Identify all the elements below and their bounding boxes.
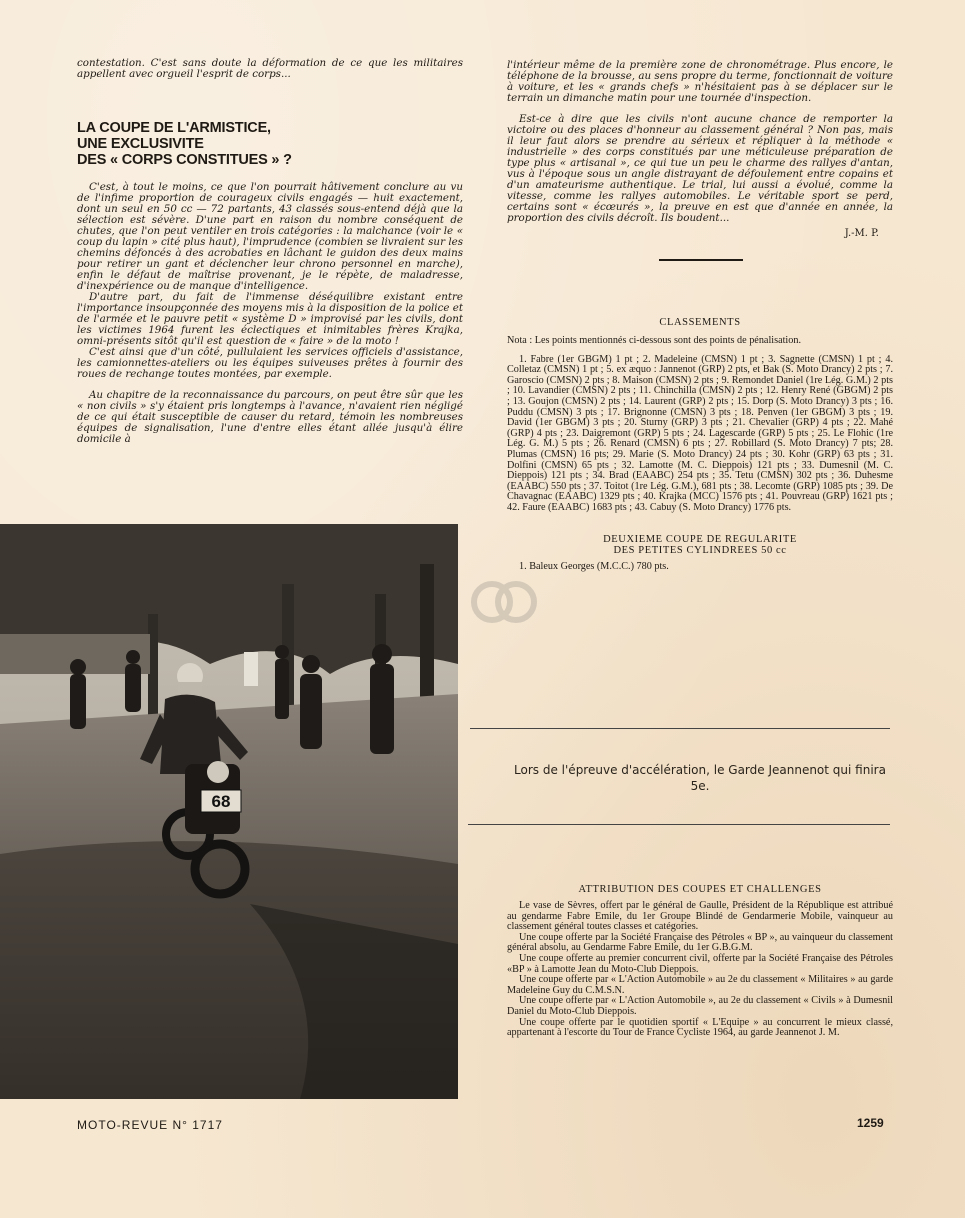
body-paragraph: C'est, à tout le moins, ce que l'on pourrait hâtivement conclure au vu de l'infime proportion de courageux civils engagés — huit exactement, dont un seul en 50 cc — 72 partants, 43 classés sous-entend déjà que la sélection est sévère. D'une part en raison du nombre conséquent de chutes, que l'on peut ventiler en trois catégories : la malchance (voir le « coup du lapin » cité plus haut), l'imprudence (combien se livraient sur les chemins défoncés à des acrobaties en lâchant le guidon des deux mains pour retirer un gant et déclencher leur chrono personnel en marche), enfin le défaut de maîtrise provenant, je le répète, de maladresse, d'inexpérience ou de manque d'intelligence. xyxy=(77,181,463,292)
heading-line: LA COUPE DE L'ARMISTICE, xyxy=(77,120,271,136)
body-paragraph: Au chapitre de la reconnaissance du parcours, on peut être sûr que les « non civils » s'y étaient pris longtemps à l'avance, n'avaient rien négligé de ce qui était susceptible de causer du retard, témoin les nombreuses équipes de signalisation, l'une d'entre elles étant allée jusqu'à élire domicile à xyxy=(77,389,463,445)
body-paragraph: Est-ce à dire que les civils n'ont aucune chance de remporter la victoire ou des places d'honneur au classement général ? Non pas, mais il leur faut alors se prendre au sérieux et répliquer à la méthode « industrielle » des corps constitués par une méticuleuse préparation de type plus « artisanal », ce qui tue un peu le charme des rallyes d'antan, vus à l'époque sous un angle distrayant de défoulement entre copains et d'un amateurisme authentique. Le trial, lui aussi a évolué, comme la vitesse, comme les rallyes automobiles. Le véritable sport se perd, certains sont « écœurés », la preuve en est que d'année en année, la proportion des civils décroît. Ils boudent... xyxy=(507,113,893,224)
watermark-logo xyxy=(470,572,540,632)
left-column xyxy=(77,58,463,445)
attribution-paragraph: Le vase de Sèvres, offert par le général de Gaulle, Président de la République est attribué au gendarme Fabre Emile, du 1er Groupe Blindé de Gendarmerie Mobile, vainqueur au classement général toutes classes et catégories. xyxy=(507,900,893,933)
article-heading xyxy=(77,120,463,168)
results-text: 1. Fabre (1er GBGM) 1 pt ; 2. Madeleine (CMSN) 1 pt ; 3. Sagnette (CMSN) 1 pt ; 4. Colletaz (CMSN) 1 pt ; 5. ex æquo : Jannenot (GRP) 2 pts, et Bak (S. Moto Drancy) 2 pts ; 7. Garoscio (CMSN) 2 pts ; 8. Maison (CMSN) 2 pts ; 9. Remondet Daniel (1re Lég. G.M.) 2 pts ; 10. Lavandier (CMSN) 2 pts ; 11. Chinchilla (CMSN) 2 pts ; 12. Henry René (GBGM) 2 pts ; 13. Goujon (CMSN) 2 pts ; 14. Laurent (GRP) 2 pts ; 15. Dorp (S. Moto Drancy) 3 pts ; 16. Puddu (CMSN) 3 pts ; 17. Brignonne (CMSN) 3 pts ; 18. Penven (1er GBGM) 3 pts ; 19. David (1er GBGM) 3 pts ; 20. Sturny (GRP) 3 pts ; 21. Chevalier (GRP) 4 pts ; 22. Mahé (GRP) 4 pts ; 23. Daigremont (GRP) 5 pts ; 24. Lagescarde (GRP) 5 pts ; 25. Le Flohic (1re Lég. G. M.) 5 pts ; 26. Renard (CMSN) 6 pts ; 27. Robillard (S. Moto Drancy) 7 pts; 28. Plumas (CMSN) 16 pts; 29. Marie (S. Moto Drancy) 24 pts ; 30. Kohr (GRP) 63 pts ; 31. Dolfini (CMSN) 65 pts ; 32. Lamotte (M. C. Dieppois) 121 pts ; 33. Dumesnil (M. C. Dieppois) 121 pts ; 34. Brad (EAABC) 254 pts ; 35. Tetu (CMSN) 302 pts ; 36. Duhesme (EAABC) 550 pts ; 37. Toitot (1re Lég. G.M.), 681 pts ; 38. Lecomte (GRP) 1085 pts ; 39. De Chavagnac (EAABC) 1329 pts ; 40. Krajka (MCC) 1576 pts ; 41. Pouvreau (GRP) 1621 pts ; 42. Faure (EAABC) 1683 pts ; 43. Cabuy (S. Moto Drancy) 1776 pts. xyxy=(507,353,893,513)
attribution-body xyxy=(507,901,893,1039)
body-paragraph: l'intérieur même de la première zone de chronométrage. Plus encore, le téléphone de la brousse, au sens propre du terme, fonctionnait de voiture à voiture, et les « grands chefs » n'hésitaient pas à se déplacer sur le terrain un dimanche matin pour une tournée d'inspection. xyxy=(507,59,893,104)
petites-cylindrees-title xyxy=(507,534,893,556)
petites-title-line: DES PETITES CYLINDREES 50 cc xyxy=(613,544,787,556)
caption-rule-bottom xyxy=(468,824,890,825)
attribution-paragraph: Une coupe offerte au premier concurrent civil, offerte par la Société Française des Pétroles «BP » à Lamotte Jean du Moto-Club Dieppois. xyxy=(507,952,893,975)
left-intro xyxy=(77,58,463,80)
heading-line: DES « CORPS CONSTITUES » ? xyxy=(77,152,292,168)
right-column xyxy=(507,60,893,572)
body-paragraph: D'autre part, du fait de l'immense déséquilibre existant entre l'importance insoupçonnée des moyens mis à la disposition de la police et de l'armée et le pauvre petit « système D » improvisé par les civils, dont les victimes 1964 furent les éclectiques et inimitables frères Krajka, omni-présents sitôt qu'il est question de « faire » de la moto ! xyxy=(77,291,463,347)
attribution-paragraph: Une coupe offerte par « L'Action Automobile » au 2e du classement « Militaires » au garde Madeleine Guy du C.M.S.N. xyxy=(507,974,893,996)
page-number: 1259 xyxy=(857,1116,884,1130)
number-plate: 68 xyxy=(211,792,231,811)
petites-result xyxy=(507,562,893,573)
attribution-paragraph: Une coupe offerte par « L'Action Automobile », au 2e du classement « Civils » à Dumesnil Daniel du Moto-Club Dieppois. xyxy=(507,995,893,1017)
classements-results xyxy=(507,355,893,514)
caption-rule-top xyxy=(470,728,890,729)
intro-paragraph: contestation. C'est sans doute la déformation de ce que les militaires appellent avec orgueil l'esprit de corps... xyxy=(77,57,463,80)
motorcycle-photo-illustration xyxy=(0,524,458,1099)
attribution-paragraph: Une coupe offerte par le quotidien sportif « L'Equipe » au concurrent le mieux classé, appartenant à l'escorte du Tour de France Cycliste 1964, au garde Jeannenot J. M. xyxy=(507,1016,893,1039)
petites-result-text: 1. Baleux Georges (M.C.C.) 780 pts. xyxy=(519,560,669,572)
photo-caption: Lors de l'épreuve d'accélération, le Garde Jeannenot qui finira 5e. xyxy=(514,763,886,793)
magazine-footer: MOTO-REVUE N° 1717 xyxy=(77,1118,223,1132)
classements-title: CLASSEMENTS xyxy=(659,317,741,328)
attribution-paragraph: Une coupe offerte par la Société Française des Pétroles « BP », au vainqueur du classement général absolu, au Gendarme Fabre Emile, du 1er G.B.G.M. xyxy=(507,931,893,954)
attribution-title: ATTRIBUTION DES COUPES ET CHALLENGES xyxy=(578,884,822,895)
classements-note xyxy=(507,336,893,347)
petites-title-line: DEUXIEME COUPE DE REGULARITE xyxy=(603,533,797,545)
note-text: Nota : Les points mentionnés ci-dessous sont des points de pénalisation. xyxy=(507,335,801,346)
left-body xyxy=(77,182,463,445)
right-body xyxy=(507,60,893,224)
attribution-section xyxy=(507,884,893,1039)
race-photo xyxy=(0,524,458,1099)
body-paragraph: C'est ainsi que d'un côté, pullulaient les services officiels d'assistance, les camionnettes-ateliers ou les équipes suiveuses prêtes à fournir des roues de rechange toutes montées, par exemple. xyxy=(77,346,463,380)
heading-line: UNE EXCLUSIVITE xyxy=(77,136,204,152)
author-signature: J.-M. P. xyxy=(844,228,879,239)
